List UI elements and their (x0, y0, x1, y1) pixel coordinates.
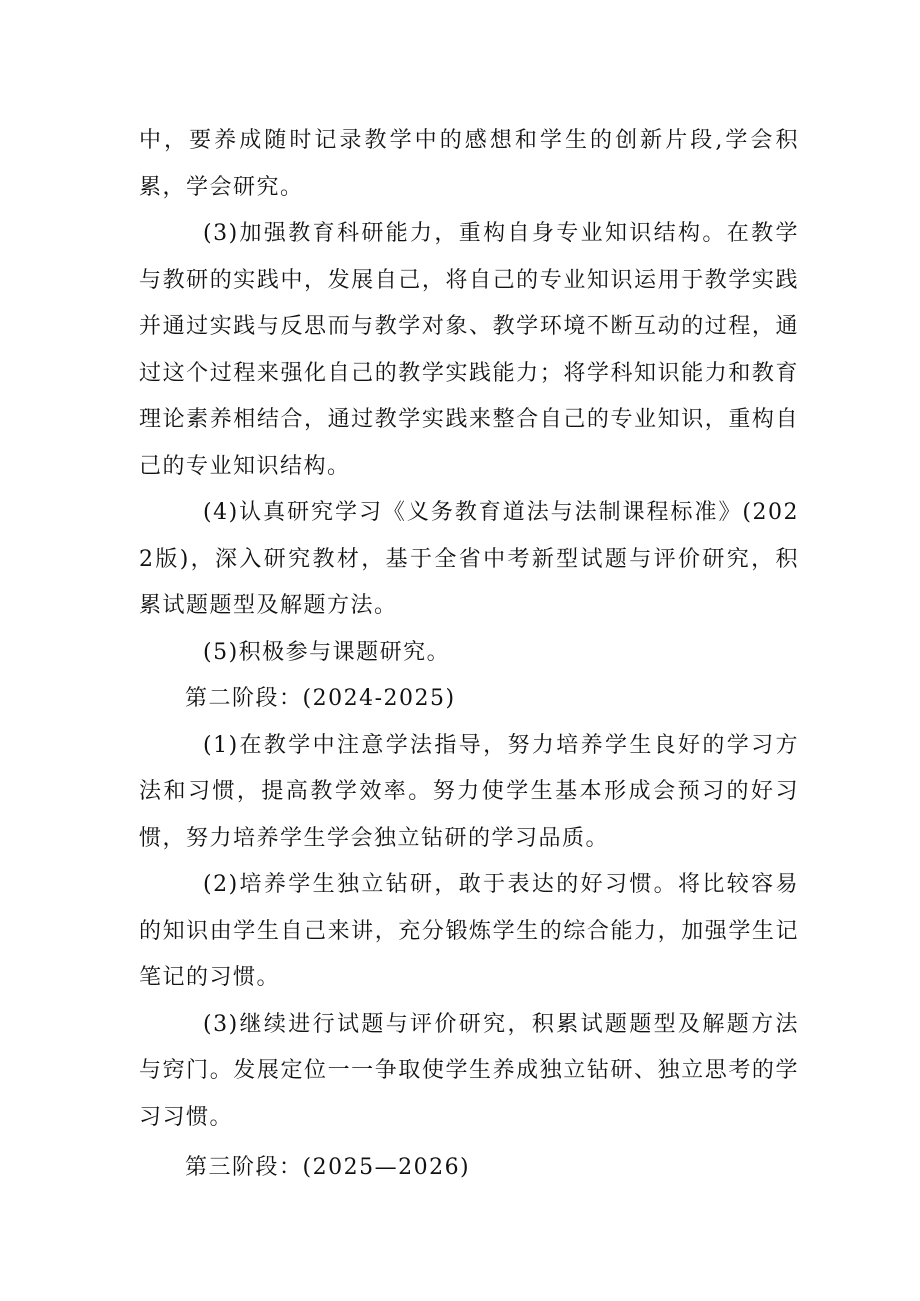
stage-three-heading: 第三阶段：(2025—2026) (185, 1155, 471, 1180)
paragraph-stage2-item-2: (2)培养学生独立钻研，敢于表达的好习惯。将比较容易的知识由学生自己来讲，充分锻炼学生的综合能力，加强学生记笔记的习惯。 (139, 872, 799, 990)
document-body (139, 118, 799, 1192)
paragraph-item-5-projects: (5)积极参与课题研究。 (203, 639, 451, 665)
paragraph-item-4-curriculum: (4)认真研究学习《义务教育道法与法制课程标准》(2022版)，深入研究教材，基于全省中考新型试题与评价研究，积累试题题型及解题方法。 (139, 500, 799, 618)
paragraph-continuation: 中，要养成随时记录教学中的感想和学生的创新片段,学会积累，学会研究。 (139, 128, 799, 200)
paragraph-item-3-research: (3)加强教育科研能力，重构自身专业知识结构。在教学与教研的实践中，发展自己，将自己的专业知识运用于教学实践并通过实践与反思而与教学对象、教学环境不断互动的过程，通过这个过程来强化自己的教学实践能力；将学科知识能力和教育理论素养相结合，通过教学实践来整合自己的专业知识，重构自己的专业知识结构。 (139, 221, 799, 479)
paragraph-stage2-item-1: (1)在教学中注意学法指导，努力培养学生良好的学习方法和习惯，提高教学效率。努力使学生基本形成会预习的好习惯，努力培养学生学会独立钻研的学习品质。 (139, 732, 799, 851)
paragraph-stage2-item-3: (3)继续进行试题与评价研究，积累试题题型及解题方法与窍门。发展定位一一争取使学生养成独立钻研、独立思考的学习习惯。 (139, 1011, 799, 1130)
stage-two-heading: 第二阶段：(2024-2025) (185, 686, 456, 711)
